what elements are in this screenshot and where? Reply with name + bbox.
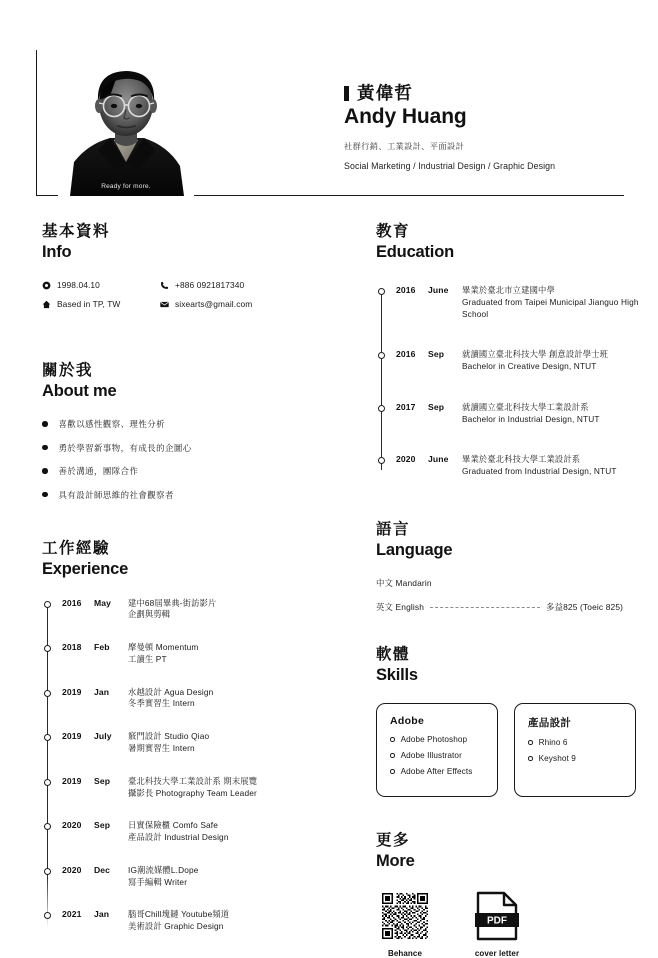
about-point-text: 勇於學習新事物，有成長的企圖心 — [58, 442, 192, 453]
education-timeline — [376, 285, 646, 478]
skills-heading-cn: 軟體 — [376, 646, 411, 664]
list-item — [42, 418, 342, 430]
timeline-node-icon — [44, 912, 51, 919]
entry-line1: 建中68屆畢典-街訪影片 — [128, 597, 217, 608]
name-block — [344, 84, 634, 171]
skill-card-adobe — [376, 703, 498, 797]
timeline-entry — [42, 820, 342, 844]
skill-card-title: Adobe — [390, 715, 425, 728]
experience-heading-cn: 工作經驗 — [42, 539, 111, 557]
skills-heading-en: Skills — [376, 666, 418, 685]
more-items — [376, 890, 646, 958]
leader-line — [430, 607, 540, 608]
timeline-entry — [42, 642, 342, 666]
timeline-node-icon — [44, 868, 51, 875]
entry-line1: 就讀國立臺北科技大學工業設計系 — [462, 401, 589, 412]
timeline-entry — [42, 865, 342, 889]
entry-month: Jan — [94, 909, 110, 920]
education-heading-cn: 教育 — [376, 223, 411, 240]
list-item — [528, 738, 622, 747]
timeline-node-icon — [44, 779, 51, 786]
skill-list — [390, 735, 484, 776]
entry-year: 2016 — [396, 285, 416, 295]
skill-item-text: Rhino 6 — [538, 738, 568, 748]
more-section — [376, 831, 646, 958]
role-english: Social Marketing / Industrial Design / Graphic Design — [344, 161, 556, 172]
entry-year: 2020 — [62, 864, 82, 875]
timeline-entry — [42, 687, 342, 711]
entry-line2: Graduated from Taipei Municipal Jianguo High School — [462, 296, 639, 319]
entry-month: May — [94, 597, 112, 608]
info-heading-en: Info — [42, 243, 72, 262]
phone-icon — [160, 281, 169, 290]
entry-month: Sep — [428, 349, 445, 360]
info-phone-text: +886 0921817340 — [175, 280, 245, 290]
list-item — [42, 442, 342, 454]
right-column — [376, 222, 646, 958]
education-section — [376, 222, 646, 478]
more-item-label: Behance — [387, 949, 423, 958]
timeline-entry — [42, 731, 342, 755]
header — [36, 50, 624, 196]
info-phone[interactable] — [160, 280, 342, 290]
clock-icon — [42, 281, 51, 290]
about-point-text: 喜歡以感性觀察、理性分析 — [58, 419, 165, 429]
language-heading-en: Language — [376, 541, 453, 560]
entry-month: Feb — [94, 642, 110, 653]
experience-heading-en: Experience — [42, 559, 129, 578]
left-column — [42, 222, 342, 932]
info-email-text: sixearts@gmail.com — [175, 299, 253, 309]
experience-timeline — [42, 597, 342, 932]
info-grid — [42, 280, 342, 309]
info-birthdate — [42, 280, 160, 290]
timeline-entry — [42, 776, 342, 800]
language-section — [376, 520, 646, 613]
timeline-node-icon — [44, 645, 51, 652]
entry-line2: 寫手編輯 Writer — [128, 876, 188, 887]
language-list — [376, 577, 646, 613]
about-section — [42, 361, 342, 501]
name-chinese: 黃偉哲 — [357, 83, 414, 103]
timeline-node-icon — [44, 734, 51, 741]
timeline-node-icon — [378, 288, 385, 295]
entry-line1: 水越設計 Agua Design — [128, 686, 214, 697]
ring-bullet-icon — [528, 756, 533, 761]
entry-desc — [128, 820, 342, 844]
entry-year: 2019 — [62, 775, 82, 786]
profile-photo — [58, 58, 194, 196]
entry-year: 2021 — [62, 909, 82, 920]
skills-section — [376, 645, 646, 797]
entry-line1: 竅門設計 Studio Qiao — [128, 731, 210, 742]
entry-month: Sep — [94, 820, 111, 831]
entry-line2: 企劃與剪輯 — [128, 609, 171, 620]
info-location-text: Based in TP, TW — [57, 299, 121, 309]
more-heading-cn: 更多 — [376, 832, 411, 850]
list-item — [390, 751, 484, 760]
entry-year: 2019 — [62, 686, 82, 697]
photo-caption: Ready for more. — [101, 183, 151, 190]
about-heading-cn: 關於我 — [42, 362, 94, 379]
entry-month: Dec — [94, 864, 111, 875]
entry-desc — [462, 454, 646, 478]
more-item-behance[interactable] — [376, 890, 434, 958]
skill-card-title: 產品設計 — [528, 717, 572, 730]
about-point-text: 具有設計師思維的社會觀察者 — [58, 489, 174, 500]
entry-month: June — [428, 285, 449, 295]
entry-desc — [462, 349, 646, 373]
role-chinese: 社群行銷、工業設計、平面設計 — [344, 142, 465, 152]
entry-month: July — [94, 731, 112, 742]
entry-desc — [128, 687, 342, 711]
entry-line2: Bachelor in Creative Design, NTUT — [462, 361, 597, 372]
mail-icon — [160, 300, 169, 309]
entry-desc — [462, 402, 646, 426]
entry-line1: 畢業於臺北市立建國中學 — [462, 285, 555, 295]
more-heading-en: More — [376, 852, 415, 871]
skill-card-product-design — [514, 703, 636, 797]
entry-line1: IG潮流媒體L.Dope — [128, 864, 199, 875]
entry-year: 2017 — [396, 401, 416, 412]
timeline-node-icon — [44, 690, 51, 697]
entry-year: 2016 — [396, 349, 416, 360]
skill-item-text: Adobe After Effects — [400, 767, 473, 777]
language-name: 中文 Mandarin — [376, 578, 432, 589]
skill-item-text: Keyshot 9 — [538, 754, 576, 764]
skill-item-text: Adobe Illustrator — [400, 751, 462, 761]
entry-month: Jan — [94, 686, 110, 697]
info-email[interactable] — [160, 299, 342, 309]
language-row — [376, 601, 646, 613]
timeline-entry — [376, 285, 646, 320]
skill-item-text: Adobe Photoshop — [400, 735, 468, 745]
list-item — [528, 754, 622, 763]
name-english: Andy Huang — [344, 105, 467, 129]
entry-desc — [128, 909, 342, 933]
ring-bullet-icon — [528, 740, 533, 745]
home-icon — [42, 300, 51, 309]
entry-month: June — [428, 454, 449, 465]
about-list — [42, 418, 342, 501]
timeline-entry — [376, 402, 646, 426]
timeline-node-icon — [378, 352, 385, 359]
list-item — [390, 735, 484, 744]
language-name: 英文 English — [376, 602, 425, 613]
entry-desc — [128, 642, 342, 666]
entry-year: 2018 — [62, 642, 82, 653]
entry-line1: 腦哥Chill塊鏈 Youtube頻道 — [128, 909, 230, 920]
info-location — [42, 299, 160, 309]
entry-line2: Bachelor in Industrial Design, NTUT — [462, 413, 600, 424]
info-birthdate-text: 1998.04.10 — [57, 280, 100, 290]
entry-desc — [128, 598, 342, 622]
entry-line1: 摩曼頓 Momentum — [128, 642, 199, 653]
entry-month: Sep — [428, 401, 445, 412]
entry-line2: 美術設計 Graphic Design — [128, 921, 224, 932]
entry-line1: 臺北科技大學工業設計系 期末展覽 — [128, 775, 258, 786]
entry-desc — [128, 865, 342, 889]
entry-year: 2019 — [62, 731, 82, 742]
svg-text:PDF: PDF — [487, 915, 507, 927]
bullet-icon — [42, 468, 48, 474]
list-item — [42, 489, 342, 501]
skills-cards — [376, 703, 646, 797]
entry-desc — [128, 776, 342, 800]
pdf-file-icon[interactable] — [468, 890, 526, 942]
list-item — [42, 465, 342, 477]
entry-line2: 冬季實習生 Intern — [128, 698, 195, 709]
entry-line2: 工讀生 PT — [128, 653, 167, 664]
more-item-cover-letter[interactable] — [468, 890, 526, 958]
timeline-node-icon — [44, 601, 51, 608]
list-item — [390, 767, 484, 776]
ring-bullet-icon — [390, 769, 395, 774]
info-section — [42, 222, 342, 309]
qr-code-icon[interactable] — [376, 890, 434, 942]
ring-bullet-icon — [390, 753, 395, 758]
timeline-entry — [376, 349, 646, 373]
education-heading-en: Education — [376, 243, 454, 262]
entry-desc — [128, 731, 342, 755]
timeline-node-icon — [378, 405, 385, 412]
language-row — [376, 577, 646, 589]
info-heading-cn: 基本資料 — [42, 223, 111, 240]
language-heading-cn: 語言 — [376, 521, 411, 539]
bullet-icon — [42, 421, 48, 427]
bullet-icon — [42, 492, 48, 498]
bullet-icon — [42, 445, 48, 451]
entry-line1: 畢業於臺北科技大學工業設計系 — [462, 454, 581, 465]
entry-year: 2020 — [62, 820, 82, 831]
timeline-node-icon — [378, 457, 385, 464]
more-item-label: cover letter — [474, 949, 520, 958]
about-heading-en: About me — [42, 382, 117, 401]
entry-line1: 日實保險櫃 Comfo Safe — [128, 820, 218, 831]
timeline-entry — [42, 909, 342, 933]
ring-bullet-icon — [390, 737, 395, 742]
entry-desc — [462, 285, 646, 320]
entry-line2: 攝影長 Photography Team Leader — [128, 787, 257, 798]
entry-line2: 暑期實習生 Intern — [128, 742, 195, 753]
name-marker-icon — [344, 86, 349, 101]
entry-year: 2016 — [62, 597, 82, 608]
entry-month: Sep — [94, 775, 111, 786]
entry-line1: 就讀國立臺北科技大學 創意設計學士班 — [462, 349, 609, 360]
about-point-text: 善於溝通，團隊合作 — [58, 466, 139, 476]
entry-year: 2020 — [396, 454, 416, 465]
timeline-node-icon — [44, 823, 51, 830]
timeline-entry — [42, 598, 342, 622]
language-score: 多益825 (Toeic 825) — [546, 602, 624, 613]
entry-line2: Graduated from Industrial Design, NTUT — [462, 466, 617, 477]
experience-section — [42, 539, 342, 932]
entry-line2: 產品設計 Industrial Design — [128, 832, 229, 843]
timeline-entry — [376, 454, 646, 478]
skill-list — [528, 738, 622, 763]
